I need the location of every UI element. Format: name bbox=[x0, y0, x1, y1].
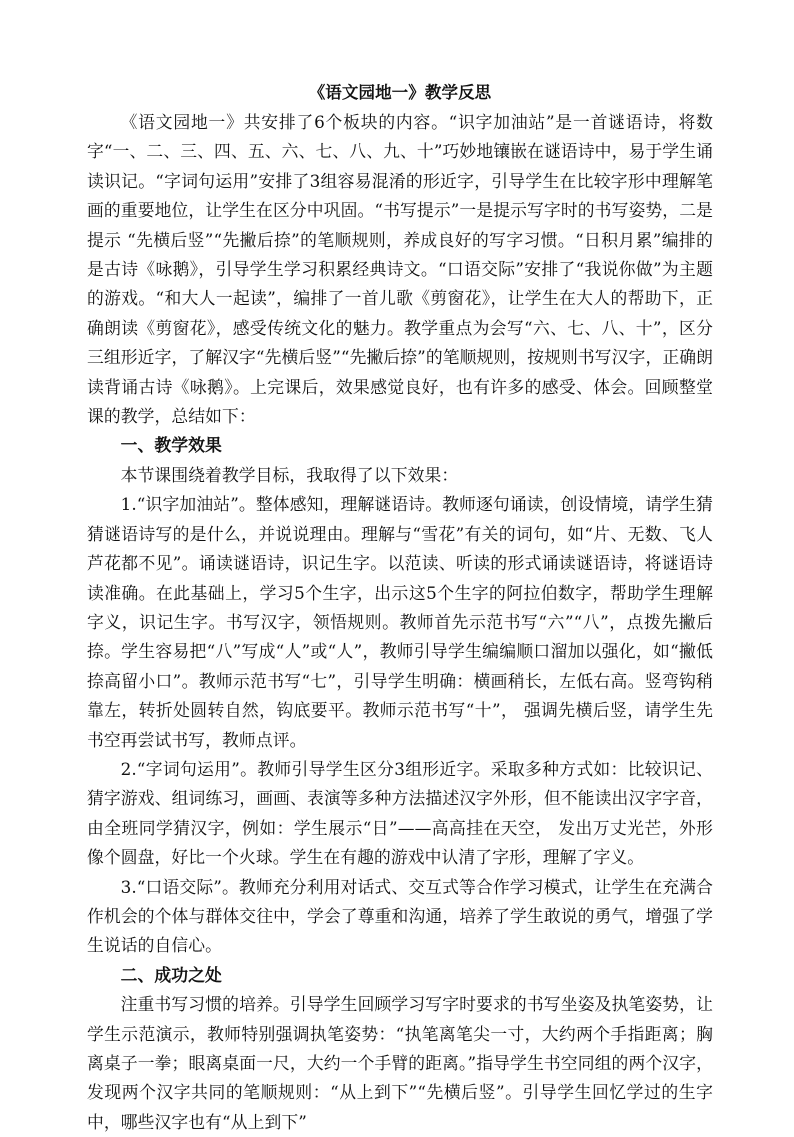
section-heading-teaching-effect: 一、教学效果 bbox=[120, 435, 222, 456]
intro-paragraph: 《语文园地一》共安排了6个板块的内容。“识字加油站”是一首谜语诗，将数字“一、二、三、四、五、六、七、八、九、十”巧妙地镶嵌在谜语诗中，易于学生诵读识记。“字词句运用”安排了3组容易混淆的形近字，引导学生在比较字形中理解笔画的重要地位，让学生在区分中巩固。“书写提示”一是提示写字时的书写姿势，二是提示 “先横后竖”“先撇后捺”的笔顺规则，养成良好的写字习惯。“日积月累”编排的是古诗《咏鹅》，引导学生学习积累经典诗文。“口语交际”安排了“我说你做”为主题的游戏。“和大人一起读”，编排了一首儿歌《剪窗花》，让学生在大人的帮助下，正确朗读《剪窗花》，感受传统文化的魅力。教学重点为会写“六、七、八、十”，区分三组形近字，了解汉字“先横后竖”“先撇后捺”的笔顺规则，按规则书写汉字，正确朗读背诵古诗《咏鹅》。上完课后，效果感觉良好，也有许多的感受、体会。回顾整堂课的教学，总结如下： bbox=[87, 112, 713, 427]
section-heading-success: 二、成功之处 bbox=[120, 964, 222, 985]
effect-item-1: 1.“识字加油站”。整体感知，理解谜语诗。教师逐句诵读，创设情境，请学生猜猜谜语诗写的是什么，并说说理由。理解与“雪花”有关的词句，如“片、无数、飞人芦花都不见”。诵读谜语诗，识记生字。以范读、听读的形式诵读谜语诗，将谜语诗读准确。在此基础上，学习5个生字，出示这5个生字的阿拉伯数字，帮助学生理解字义，识记生字。书写汉字，领悟规则。教师首先示范书写“六”“八”，点拨先撇后捺。学生容易把“八”写成“人”或“人”，教师引导学生编编顺口溜加以强化，如“撇低捺高留小口”。教师示范书写“七”，引导学生明确：横画稍长，左低右高。竖弯钩稍靠左，转折处圆转自然，钩底要平。教师示范书写“十”， 强调先横后竖，请学生先书空再尝试书写，教师点评。 bbox=[87, 494, 713, 750]
document-page bbox=[87, 78, 713, 1137]
effect-item-2: 2.“字词句运用”。教师引导学生区分3组形近字。采取多种方式如：比较识记、猜字游戏、组词练习，画画、表演等多种方法描述汉字外形，但不能读出汉字字音，由全班同学猜汉字，例如：学生展示“日”——高高挂在天空， 发出万丈光芒，外形像个圆盘，好比一个火球。学生在有趣的游戏中认清了字形，理解了字义。 bbox=[87, 758, 713, 868]
document-title: 《语文园地一》教学反思 bbox=[308, 83, 492, 102]
section-intro-paragraph: 本节课围绕着教学目标，我取得了以下效果： bbox=[120, 464, 459, 485]
success-paragraph: 注重书写习惯的培养。引导学生回顾学习写字时要求的书写坐姿及执笔姿势，让学生示范演示，教师特别强调执笔姿势：“执笔离笔尖一寸，大约两个手指距离；胸离桌子一拳；眼离桌面一尺，大约一个手臂的距离。”指导学生书空同组的两个汉字，发现两个汉字共同的笔顺规则：“从上到下”“先横后竖”。引导学生回忆学过的生字中，哪些汉字也有“从上到下” bbox=[87, 994, 713, 1132]
effect-item-3: 3.“口语交际”。教师充分利用对话式、交互式等合作学习模式，让学生在充满合作机会的个体与群体交往中，学会了尊重和沟通，培养了学生敢说的勇气，增强了学生说话的自信心。 bbox=[87, 876, 713, 956]
